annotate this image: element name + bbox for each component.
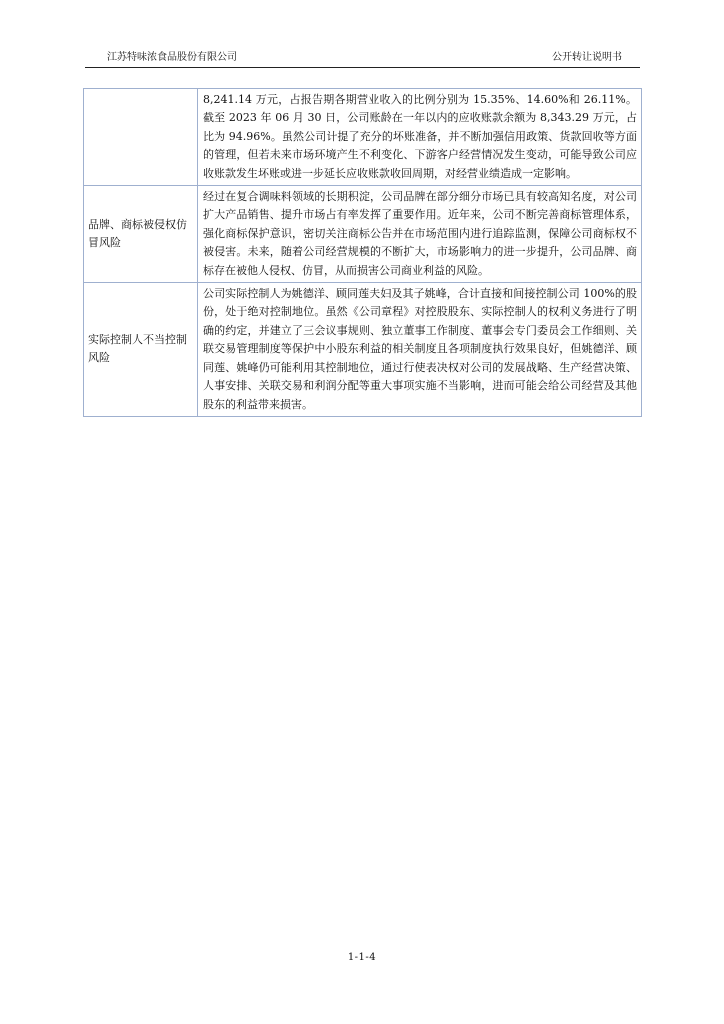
risk-name-cell <box>84 89 198 186</box>
page-header <box>85 52 640 68</box>
risk-factors-table <box>83 88 642 417</box>
company-name: 江苏特味浓食品股份有限公司 <box>107 52 237 63</box>
table-row <box>84 186 642 283</box>
risk-name-cell: 实际控制人不当控制风险 <box>84 283 198 417</box>
table-row <box>84 89 642 186</box>
risk-description-cell: 公司实际控制人为姚德洋、顾同莲夫妇及其子姚峰，合计直接和间接控制公司 100%的股份，处于绝对控制地位。虽然《公司章程》对控股股东、实际控制人的权利义务进行了明确的约定，并建立了三会议事规则、独立董事工作制度、董事会专门委员会工作细则、关联交易管理制度等保护中小股东利益的相关制度且各项制度执行效果良好，但姚德洋、顾同莲、姚峰仍可能利用其控制地位，通过行使表决权对公司的发展战略、生产经营决策、人事安排、关联交易和利润分配等重大事项实施不当影响，进而可能会给公司经营及其他股东的利益带来损害。 <box>198 283 642 417</box>
page-number: 1-1-4 <box>347 952 377 963</box>
risk-description-cell: 经过在复合调味料领域的长期积淀，公司品牌在部分细分市场已具有较高知名度，对公司扩大产品销售、提升市场占有率发挥了重要作用。近年来，公司不断完善商标管理体系，强化商标保护意识，密切关注商标公告并在市场范围内进行追踪监测，保障公司商标权不被侵害。未来，随着公司经营规模的不断扩大，市场影响力的进一步提升，公司品牌、商标存在被他人侵权、仿冒，从而损害公司商业利益的风险。 <box>198 186 642 283</box>
risk-description-cell: 8,241.14 万元，占报告期各期营业收入的比例分别为 15.35%、14.60%和 26.11%。截至 2023 年 06 月 30 日，公司账龄在一年以内的应收账款余额为 8,343.29 万元，占比为 94.96%。虽然公司计提了充分的坏账准备，并不断加强信用政策、货款回收等方面的管理，但若未来市场环境产生不利变化、下游客户经营情况发生变动，可能导致公司应收账款发生坏账或进一步延长应收账款收回周期，对经营业绩造成一定影响。 <box>198 89 642 186</box>
risk-name-cell: 品牌、商标被侵权仿冒风险 <box>84 186 198 283</box>
document-type: 公开转让说明书 <box>552 52 622 63</box>
table-row <box>84 283 642 417</box>
